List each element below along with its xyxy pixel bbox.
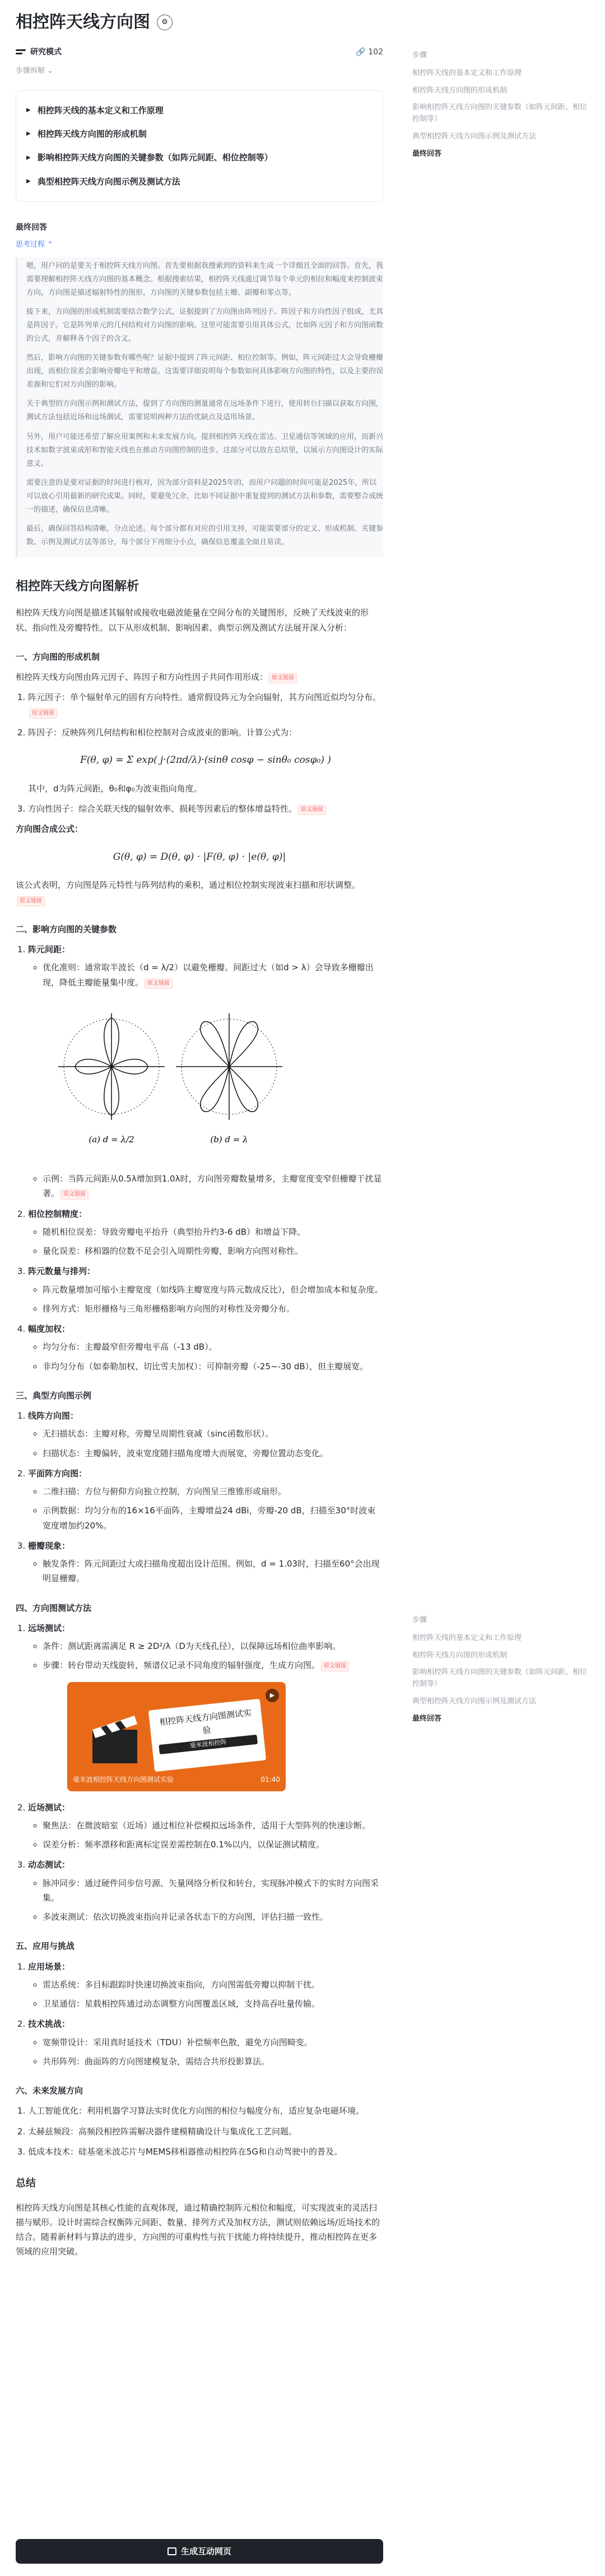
steps-outline [16, 90, 383, 202]
list-item: 2. 阵因子：反映阵列几何结构和相位控制对合成波束的影响。计算公式为： F(θ, φ) = Σ exp( j·(2πd/λ)·(sinθ cosφ − sinθ₀ cosφ₀) ) 其中，d为阵元间距，θ₀和φ₀为波束指向角度。 [28, 725, 383, 796]
list-item: ◦ 触发条件：阵元间距过大或扫描角度超出设计范围。例如，d = 1.03时，扫描至60°会出现明显栅瓣。 [43, 1556, 383, 1586]
steps-sidebar-top [412, 49, 592, 166]
generate-interactive-page-button[interactable]: 生成互动网页 [16, 2539, 383, 2564]
list-item: 3. 栅瓣现象： ◦ 触发条件：阵元间距过大或扫描角度超出设计范围。例如，d = 1.03时，扫描至60°会出现明显栅瓣。 [28, 1539, 383, 1586]
list-item: ◦ 步骤：转台带动天线旋转，频谱仪记录不同角度的辐射强度，生成方向图。 原文链接 [43, 1658, 383, 1672]
header [16, 0, 383, 45]
list-item: ◦ 阵元数量增加可缩小主瓣宽度（如线阵主瓣宽度与阵元数成反比），但会增加成本和复杂度。 [43, 1282, 383, 1297]
main-column [16, 0, 383, 2265]
mode-label: 研究模式 [30, 47, 62, 57]
list-item: 1. 应用场景： ◦ 雷达系统：多目标跟踪时快速切换波束指向，方向图需低旁瓣以抑制干扰。 ◦ 卫星通信：星载相控阵通过动态调整方向图覆盖区域，支持高吞吐量传输。 [28, 1959, 383, 2012]
list-item: 2. 平面阵方向图： ◦ 二维扫描：方位与俯仰方向独立控制，方向图呈三维锥形或扇形。 ◦ 示例数据：均匀分布的16×16平面阵，主瓣增益24 dBi，旁瓣-20 dB，扫描至30°时波束宽度增加约20%。 [28, 1466, 383, 1533]
bullet-list [28, 2035, 383, 2069]
list-item: ◦ 二维扫描：方位与俯仰方向独立控制，方向图呈三维锥形或扇形。 [43, 1484, 383, 1499]
triangle-right-icon: ▶ [26, 131, 31, 137]
thinking-paragraph: 最后，确保回答结构清晰，分点论述。每个部分都有对应的引用支持，可能需要部分的定义、形成机制、关键参数、示例及测试方法等部分，每个部分下再细分小点，确保信息覆盖全面且易读。 [26, 524, 384, 546]
ordered-list [16, 1621, 383, 1925]
figure-caption-b: (b) d = λ [210, 1134, 248, 1145]
section-heading: 六、未来发展方向 [16, 2086, 83, 2096]
sidebar-item[interactable]: 典型相控阵天线方向图示例及测试方法 [412, 132, 537, 141]
citation-badge[interactable]: 原文链接 [298, 805, 326, 815]
list-item: ◦ 非均匀分布（如泰勒加权、切比雪夫加权）：可抑制旁瓣（-25~-30 dB），但主瓣展宽。 [43, 1359, 383, 1374]
list-item: ◦ 聚焦法：在微波暗室（近场）通过相位补偿模拟远场条件，适用于大型阵列的快速诊断。 [43, 1818, 383, 1833]
list-item: 3. 低成本技术：硅基毫米波芯片与MEMS移相器推动相控阵在5G和自动驾驶中的普及。 [28, 2144, 383, 2159]
formula: G(θ, φ) = D(θ, φ) · |F(θ, φ) · |e(θ, φ)| [113, 851, 286, 863]
formula-note: 其中，d为阵元间距，θ₀和φ₀为波束指向角度。 [28, 783, 202, 794]
thinking-paragraph: 嗯，用户问的是要关于相控阵天线方向图。首先要根据我搜索到的资料来生成一个详细且全面的回答。首先，我需要理解相控阵天线方向图的基本概念。根据搜索结果，相控阵天线通过调节每个单元的相位和幅度来控制波束方向。方向图是描述辐射特性的图形，方向图的关键参数包括主瓣、副瓣和零点等。 [26, 262, 384, 298]
list-item: ◦ 扫描状态：主瓣偏转，波束宽度随扫描角度增大而展宽，旁瓣位置动态变化。 [43, 1446, 383, 1461]
list-item: ◦ 脉冲同步：通过硬件同步信号源、矢量网络分析仪和转台，实现脉冲模式下的实时方向图采集。 [43, 1876, 383, 1906]
thinking-paragraph: 需要注意的是要对证据的时间进行核对，因为部分资料是2025年的，而用户问题的时间可能是2025年，所以可以放心引用最新的研究成果。同时，要避免冗余，比如不同证据中重复提到的测试方法和参数，需要整合成统一的描述，确保信息清晰。 [26, 478, 384, 514]
video-title: 毫米波相控阵天线方向图测试实验 [73, 1775, 174, 1783]
steps-toggle[interactable]: 步骤拆解 ⌄ [16, 67, 54, 75]
triangle-right-icon: ▶ [26, 107, 31, 114]
summary-heading: 总结 [16, 2177, 36, 2190]
citation-badge[interactable]: 原文链接 [269, 673, 297, 683]
list-item: 3. 方向性因子：综合关联天线的辐射效率、损耗等因素后的整体增益特性。 原文链接 [28, 801, 383, 816]
triangle-right-icon: ▶ [26, 154, 31, 161]
list-item: 4. 幅度加权： ◦ 均匀分布：主瓣最窄但旁瓣电平高（-13 dB）。 ◦ 非均匀分布（如泰勒加权、切比雪夫加权）：可抑制旁瓣（-25~-30 dB），但主瓣展宽。 [28, 1322, 383, 1374]
chevron-down-icon: ⌄ [47, 67, 54, 75]
thinking-paragraph: 关于典型的方向图示例和测试方法，提到了方向图的测量通常在远场条件下进行，使用转台扫描以获取方向图，测试方法包括近场和远场测试，需要说明两种方法的优缺点及适用场景。 [26, 400, 384, 422]
citation-badge[interactable]: 原文链接 [29, 708, 57, 719]
list-item: 1. 远场测试： ◦ 条件：测试距离需满足 R ≥ 2D²/λ（D为天线孔径），以保障远场相位曲率影响。 ◦ 步骤：转台带动天线旋转，频谱仪记录不同角度的辐射强度，生成方向图。 原文链接 相控阵天线方向图测试实验 毫米波相控阵 ▶ 毫米波相控阵天线方向图测试实验 01:40 [28, 1621, 383, 1791]
list-item: ◦ 排列方式：矩形栅格与三角形栅格影响方向图的对称性及旁瓣分布。 [43, 1301, 383, 1316]
radiation-pattern-figure [53, 1002, 288, 1153]
screen-icon [167, 2547, 176, 2555]
sidebar-title: 步骤 [412, 1616, 427, 1624]
bullet-list [28, 1171, 383, 1201]
citation-badge[interactable]: 原文链接 [17, 896, 45, 906]
final-answer-label: 最终回答 [16, 223, 47, 232]
list-item: 2. 近场测试： ◦ 聚焦法：在微波暗室（近场）通过相位补偿模拟远场条件，适用于大型阵列的快速诊断。 ◦ 误差分析：频率漂移和距离标定误差需控制在0.1%以内，以保证测试精度。 [28, 1800, 383, 1852]
ordered-list [16, 1409, 383, 1586]
list-item: 1. 阵元因子：单个辐射单元的固有方向特性。通常假设阵元为全向辐射，其方向图近似均匀分布。原文链接 [28, 690, 383, 720]
list-item: 3. 动态测试： ◦ 脉冲同步：通过硬件同步信号源、矢量网络分析仪和转台，实现脉冲模式下的实时方向图采集。 ◦ 多波束测试：依次切换波束指向并记录各状态下的方向图，评估扫描一致性。 [28, 1857, 383, 1924]
section-heading: 三、典型方向图示例 [16, 1390, 92, 1401]
list-item: ◦ 多波束测试：依次切换波束指向并记录各状态下的方向图，评估扫描一致性。 [43, 1910, 383, 1924]
step-item[interactable]: ▶ 典型相控阵天线方向图示例及测试方法 [26, 176, 180, 187]
list-item: 2. 技术挑战： ◦ 宽频带设计：采用真时延技术（TDU）补偿频率色散，避免方向图畸变。 ◦ 共形阵列：曲面阵的方向图建模复杂，需结合共形投影算法。 [28, 2017, 383, 2069]
ordered-list [16, 690, 383, 816]
formula: F(θ, φ) = Σ exp( j·(2πd/λ)·(sinθ cosφ − sinθ₀ cosφ₀) ) [80, 754, 331, 766]
summary-paragraph: 相控阵天线方向图是其核心性能的直观体现，通过精确控制阵元相位和幅度，可实现波束的灵活扫描与赋形。设计时需综合权衡阵元间距、数量、排列方式及加权方法，测试则依赖远场/近场技术的结合。随着新材料与算法的进步，方向图的可重构性与抗干扰能力将持续提升，推动相控阵在更多领域的应用突破。 [16, 2202, 380, 2257]
bullet-list [28, 1556, 383, 1586]
citation-badge[interactable]: 原文链接 [61, 1189, 89, 1199]
list-item: ◦ 无扫描状态：主瓣对称，旁瓣呈周期性衰减（sinc函数形状）。 [43, 1426, 383, 1441]
sidebar-title: 步骤 [412, 51, 427, 59]
list-item: ◦ 卫星通信：星载相控阵通过动态调整方向图覆盖区域，支持高吞吐量传输。 [43, 1996, 383, 2011]
bullet-list [28, 1426, 383, 1461]
list-item: ◦ 共形阵列：曲面阵的方向图建模复杂，需结合共形投影算法。 [43, 2054, 383, 2069]
play-icon[interactable]: ▶ [266, 1689, 279, 1702]
list-item: ◦ 随机相位误差：导致旁瓣电平抬升（典型抬升约3-6 dB）和增益下降。 [43, 1225, 383, 1239]
step-item[interactable]: ▶ 相控阵天线的基本定义和工作原理 [26, 105, 164, 115]
bullet-list [28, 1818, 383, 1852]
intro-paragraph: 相控阵天线方向图是描述其辐射或接收电磁波能量在空间分布的关键图形，反映了天线波束的形状、指向性及旁瓣特性。以下从形成机制、影响因素、典型示例及测试方法展开深入分析： [16, 608, 369, 633]
list-item: ◦ 优化准则：通常取半波长（d = λ/2）以避免栅瓣。间距过大（如d > λ）会导致多栅瓣出现，降低主瓣能量集中度。 原文链接 [43, 960, 383, 990]
step-item[interactable]: ▶ 影响相控阵天线方向图的关键参数（如阵元间距、相位控制等） [26, 152, 273, 163]
sidebar-item[interactable]: 影响相控阵天线方向图的关键参数（如阵元间距、相位控制等） [412, 103, 588, 124]
bullet-list [28, 1639, 383, 1673]
bullet-list [28, 1225, 383, 1259]
research-mode-icon [16, 48, 26, 56]
sidebar-item[interactable]: 相控阵天线方向图的形成机制 [412, 86, 508, 95]
section-heading: 二、影响方向图的关键参数 [16, 924, 117, 934]
list-item: ◦ 示例：当阵元间距从0.5λ增加到1.0λ时，方向图旁瓣数量增多，主瓣宽度变窄但栅瓣干扰显著。 原文链接 [43, 1171, 383, 1201]
triangle-right-icon: ▶ [26, 178, 31, 184]
answer-title: 相控阵天线方向图解析 [16, 579, 139, 594]
list-item: ◦ 均匀分布：主瓣最窄但旁瓣电平高（-13 dB）。 [43, 1340, 383, 1354]
list-item: 1. 阵元间距： ◦ 优化准则：通常取半波长（d = λ/2）以避免栅瓣。间距过大（如d > λ）会导致多栅瓣出现，降低主瓣能量集中度。 原文链接 (a) d = λ/2 (b) d = λ ◦ 示例：当阵元间距从0.5λ增加到1.0λ时，方向图旁瓣数量增多，主瓣宽度变窄但栅瓣干扰显著。 原文链接 [28, 942, 383, 1201]
list-item: 3. 阵元数量与排列： ◦ 阵元数量增加可缩小主瓣宽度（如线阵主瓣宽度与阵元数成反比），但会增加成本和复杂度。 ◦ 排列方式：矩形栅格与三角形栅格影响方向图的对称性及旁瓣分布。 [28, 1264, 383, 1316]
sidebar-item[interactable]: 典型相控阵天线方向图示例及测试方法 [412, 1697, 537, 1706]
sidebar-item[interactable]: 相控阵天线方向图的形成机制 [412, 1651, 508, 1660]
thinking-paragraph: 另外，用户可能还希望了解应用案例和未来发展方向。提到相控阵天线在雷达、卫星通信等领域的应用，而新兴技术如数字波束成形和智能天线也在推动方向图控制的进步。这部分可以放在总结里，以展示方向图设计的实际意义。 [26, 432, 384, 468]
list-item: ◦ 误差分析：频率漂移和距离标定误差需控制在0.1%以内，以保证测试精度。 [43, 1837, 383, 1852]
bullet-list [28, 1282, 383, 1317]
bullet-list [28, 1340, 383, 1374]
sidebar-item[interactable]: 相控阵天线的基本定义和工作原理 [412, 68, 522, 77]
figure-caption-a: (a) d = λ/2 [89, 1134, 134, 1145]
settings-icon[interactable]: ⚙ [157, 15, 173, 30]
sidebar-item-active[interactable]: 最终回答 [412, 1714, 442, 1723]
bullet-list [28, 1876, 383, 1925]
list-item: ◦ 条件：测试距离需满足 R ≥ 2D²/λ（D为天线孔径），以保障远场相位曲率影响。 [43, 1639, 383, 1653]
bullet-list [28, 1977, 383, 2012]
list-item: 2. 相位控制精度： ◦ 随机相位误差：导致旁瓣电平抬升（典型抬升约3-6 dB）和增益下降。 ◦ 量化误差：移相器的位数不足会引入周期性旁瓣，影响方向图对称性。 [28, 1207, 383, 1259]
bullet-list [28, 1484, 383, 1533]
paragraph: 相控阵天线方向图由阵元因子、阵因子和方向性因子共同作用形成： 原文链接 [16, 670, 383, 684]
list-item: 1. 人工智能优化：利用机器学习算法实时优化方向图的相位与幅度分布，适应复杂电磁环境。 [28, 2104, 383, 2118]
section-heading: 五、应用与挑战 [16, 1941, 75, 1952]
sidebar-item[interactable]: 相控阵天线的基本定义和工作原理 [412, 1633, 522, 1642]
pattern-a [58, 1013, 165, 1120]
thinking-block [16, 257, 383, 557]
sidebar-item[interactable]: 影响相控阵天线方向图的关键参数（如阵元间距、相位控制等） [412, 1668, 588, 1689]
list-item: ◦ 宽频带设计：采用真时延技术（TDU）补偿频率色散，避免方向图畸变。 [43, 2035, 383, 2050]
citation-badge[interactable]: 原文链接 [145, 979, 173, 989]
section-heading: 一、方向图的形成机制 [16, 651, 100, 662]
thinking-paragraph: 接下来，方向图的形成机制需要结合数学公式，证据提到了方向图由阵列因子、阵因子和方向性因子组成，尤其是阵因子。它是阵列单元的几何结构对方向图的影响。这里可能需要引用具体公式，比如阵元因子和方向图函数的公式，并解释各个因子的含义。 [26, 308, 384, 344]
video-duration: 01:40 [260, 1775, 280, 1783]
paragraph: 该公式表明，方向图是阵元特性与阵列结构的乘积，通过相位控制实现波束扫描和形状调整。原文链接 [16, 878, 383, 907]
video-thumbnail-board: 相控阵天线方向图测试实验 毫米波相控阵 [148, 1698, 266, 1771]
ordered-list [16, 2104, 383, 2159]
list-item: ◦ 雷达系统：多目标跟踪时快速切换波束指向，方向图需低旁瓣以抑制干扰。 [43, 1977, 383, 1992]
citation-badge[interactable]: 原文链接 [321, 1661, 349, 1671]
thinking-toggle[interactable]: 思考过程 ⌃ [16, 240, 54, 249]
answer-content [16, 576, 383, 2259]
sidebar-item-active[interactable]: 最终回答 [412, 149, 442, 158]
bullet-list [28, 960, 383, 990]
list-item: ◦ 量化误差：移相器的位数不足会引入周期性旁瓣，影响方向图对称性。 [43, 1244, 383, 1258]
ordered-list [16, 942, 383, 1374]
list-item: ◦ 示例数据：均匀分布的16×16平面阵，主瓣增益24 dBi，旁瓣-20 dB，扫描至30°时波束宽度增加约20%。 [43, 1503, 383, 1533]
mode-bar [16, 45, 383, 59]
thinking-paragraph: 然后，影响方向图的关键参数有哪些呢？证据中提到了阵元间距、相位控制等。例如，阵元间距过大会导致栅瓣出现，而相位误差会影响旁瓣电平和增益。这需要详细说明每个参数如何具体影响方向图的特性，以及主要的误差源和它们对方向图的影响。 [26, 354, 384, 390]
list-item: 1. 线阵方向图： ◦ 无扫描状态：主瓣对称，旁瓣呈周期性衰减（sinc函数形状）。 ◦ 扫描状态：主瓣偏转，波束宽度随扫描角度增大而展宽，旁瓣位置动态变化。 [28, 1409, 383, 1461]
clapperboard-icon [90, 1710, 140, 1766]
step-item[interactable]: ▶ 相控阵天线方向图的形成机制 [26, 129, 147, 139]
link-count-button[interactable]: 🔗 102 [356, 47, 383, 57]
section-heading: 四、方向图测试方法 [16, 1602, 92, 1613]
pattern-b [176, 1013, 282, 1120]
link-count: 102 [368, 47, 383, 57]
video-player[interactable] [67, 1682, 286, 1791]
paragraph: 方向图合成公式： [16, 824, 83, 835]
list-item: 2. 太赫兹频段：高频段相控阵需解决器件建模精确设计与集成化工艺问题。 [28, 2124, 383, 2139]
steps-sidebar-sticky [412, 1614, 592, 1731]
ordered-list [16, 1959, 383, 2069]
page-title: 相控阵天线方向图 [16, 12, 150, 32]
